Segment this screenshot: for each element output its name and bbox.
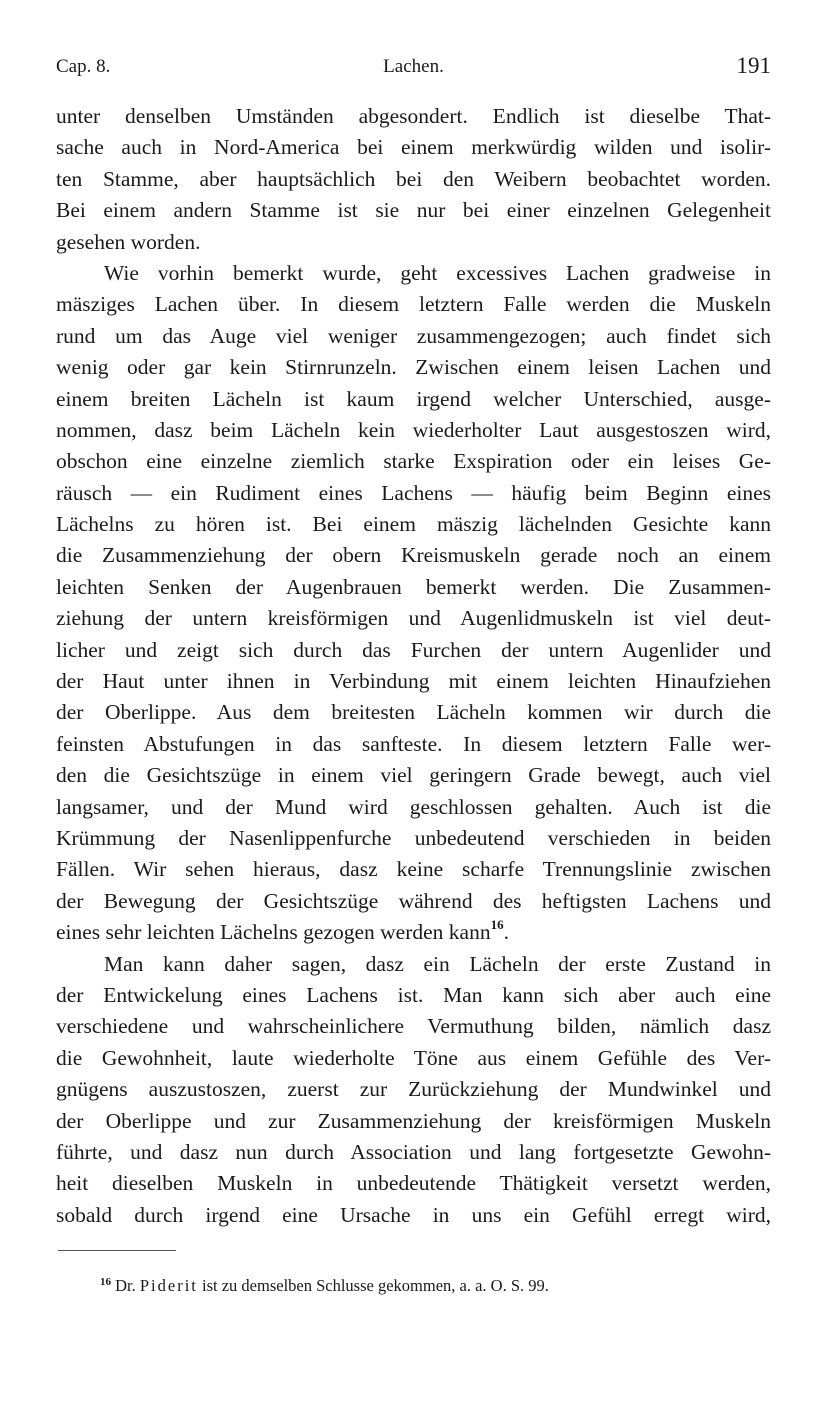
running-header	[56, 53, 771, 84]
line-text: Krümmung der Nasenlippenfurche unbedeutend verschieden in beiden	[56, 825, 771, 850]
line-text: rund um das Auge viel weniger zusammengezogen; auch findet sich	[56, 323, 771, 348]
paragraph	[56, 949, 771, 1232]
text-line	[56, 792, 771, 823]
line-text: Lächelns zu hören ist. Bei einem mäszig lächelnden Gesichte kann	[56, 512, 771, 537]
text-line	[56, 227, 771, 258]
footnote	[100, 1276, 760, 1296]
text-line	[56, 854, 771, 885]
text-line	[56, 1043, 771, 1074]
line-text: der Oberlippe und zur Zusammenziehung der kreisförmigen Muskeln	[56, 1108, 771, 1133]
line-text: einem breiten Lächeln ist kaum irgend welcher Unterschied, ausge-	[56, 386, 771, 411]
line-text: Wie vorhin bemerkt wurde, geht excessives Lachen gradweise in	[104, 260, 771, 285]
body-text	[56, 101, 771, 1231]
line-text: heit dieselben Muskeln in unbedeutende Thätigkeit versetzt werden,	[56, 1171, 771, 1196]
text-line	[56, 321, 771, 352]
page-number: 191	[736, 53, 771, 78]
text-line	[56, 132, 771, 163]
line-text: sache auch in Nord-America bei einem merkwürdig wilden und isolir-	[56, 135, 771, 160]
line-text: ziehung der untern kreisförmigen und Augenlidmuskeln ist viel deut-	[56, 606, 771, 631]
footnote-prefix: Dr.	[115, 1276, 136, 1295]
line-text: wenig oder gar kein Stirnrunzeln. Zwischen einem leisen Lachen und	[56, 355, 771, 380]
line-text: gnügens auszustoszen, zuerst zur Zurückziehung der Mundwinkel und	[56, 1077, 771, 1102]
text-line	[56, 164, 771, 195]
line-text: leichten Senken der Augenbrauen bemerkt werden. Die Zusammen-	[56, 574, 771, 599]
text-line	[56, 446, 771, 477]
line-text: feinsten Abstufungen in das sanfteste. In diesem letztern Falle wer-	[56, 731, 771, 756]
paragraph	[56, 101, 771, 258]
text-line	[56, 352, 771, 383]
line-text: die Gewohnheit, laute wiederholte Töne aus einem Gefühle des Ver-	[56, 1045, 771, 1070]
footnote-author: Piderit	[139, 1276, 198, 1295]
text-line	[56, 1137, 771, 1168]
text-line	[56, 823, 771, 854]
footnote-divider	[58, 1250, 176, 1251]
text-line	[56, 195, 771, 226]
footnote-number: 16	[100, 1276, 111, 1288]
text-line	[56, 949, 771, 980]
line-text: langsamer, und der Mund wird geschlossen gehalten. Auch ist die	[56, 794, 771, 819]
text-line	[56, 760, 771, 791]
text-line	[56, 258, 771, 289]
line-text: ten Stamme, aber hauptsächlich bei den Weibern beobachtet worden.	[56, 166, 771, 191]
text-line	[56, 980, 771, 1011]
text-line	[56, 289, 771, 320]
text-line	[56, 729, 771, 760]
text-line	[56, 603, 771, 634]
line-text: Bei einem andern Stamme ist sie nur bei einer einzelnen Gelegenheit	[56, 198, 771, 223]
text-line	[56, 917, 771, 948]
footnote-text: ist zu demselben Schlusse gekommen, a. a. O. S. 99.	[202, 1276, 549, 1295]
line-text: sobald durch irgend eine Ursache in uns ein Gefühl erregt wird,	[56, 1202, 771, 1227]
running-title: Lachen.	[383, 56, 444, 77]
chapter-label: Cap. 8.	[56, 56, 111, 77]
line-text: führte, und dasz nun durch Association und lang fortgesetzte Gewohn-	[56, 1139, 771, 1164]
text-line	[56, 1168, 771, 1199]
line-text: der Haut unter ihnen in Verbindung mit einem leichten Hinaufziehen	[56, 669, 771, 694]
line-text: Man kann daher sagen, dasz ein Lächeln der erste Zustand in	[104, 951, 771, 976]
text-line	[56, 1106, 771, 1137]
text-line	[56, 540, 771, 571]
line-text: der Oberlippe. Aus dem breitesten Lächeln kommen wir durch die	[56, 700, 771, 725]
text-line	[56, 384, 771, 415]
line-text: obschon eine einzelne ziemlich starke Exspiration oder ein leises Ge-	[56, 449, 771, 474]
paragraph	[56, 258, 771, 949]
text-line	[56, 1200, 771, 1231]
line-text: eines sehr leichten Lächelns gezogen werden kann	[56, 920, 491, 945]
text-line	[56, 1011, 771, 1042]
footnote-reference: 16	[490, 917, 504, 933]
line-text: mäsziges Lachen über. In diesem letztern Falle werden die Muskeln	[56, 292, 771, 317]
text-line	[56, 697, 771, 728]
text-line	[56, 572, 771, 603]
line-text: gesehen worden.	[56, 229, 201, 254]
end-punctuation: .	[503, 920, 509, 945]
text-line	[56, 509, 771, 540]
line-text: der Bewegung der Gesichtszüge während des heftigsten Lachens und	[56, 888, 771, 913]
line-text: Fällen. Wir sehen hieraus, dasz keine scharfe Trennungslinie zwischen	[56, 857, 771, 882]
line-text: unter denselben Umständen abgesondert. Endlich ist dieselbe That-	[56, 104, 771, 128]
text-line	[56, 666, 771, 697]
text-line	[56, 1074, 771, 1105]
text-line	[56, 101, 771, 132]
line-text: der Entwickelung eines Lachens ist. Man kann sich aber auch eine	[56, 982, 771, 1007]
text-line	[56, 635, 771, 666]
line-text: räusch — ein Rudiment eines Lachens — häufig beim Beginn eines	[56, 480, 771, 505]
text-line	[56, 478, 771, 509]
line-text: licher und zeigt sich durch das Furchen der untern Augenlider und	[56, 637, 771, 662]
line-text: nommen, dasz beim Lächeln kein wiederholter Laut ausgestoszen wird,	[56, 417, 771, 442]
line-text: verschiedene und wahrscheinlichere Vermuthung bilden, nämlich dasz	[56, 1014, 771, 1039]
text-line	[56, 415, 771, 446]
line-text: die Zusammenziehung der obern Kreismuskeln gerade noch an einem	[56, 543, 771, 568]
line-text: den die Gesichtszüge in einem viel geringern Grade bewegt, auch viel	[56, 763, 771, 788]
text-line	[56, 886, 771, 917]
